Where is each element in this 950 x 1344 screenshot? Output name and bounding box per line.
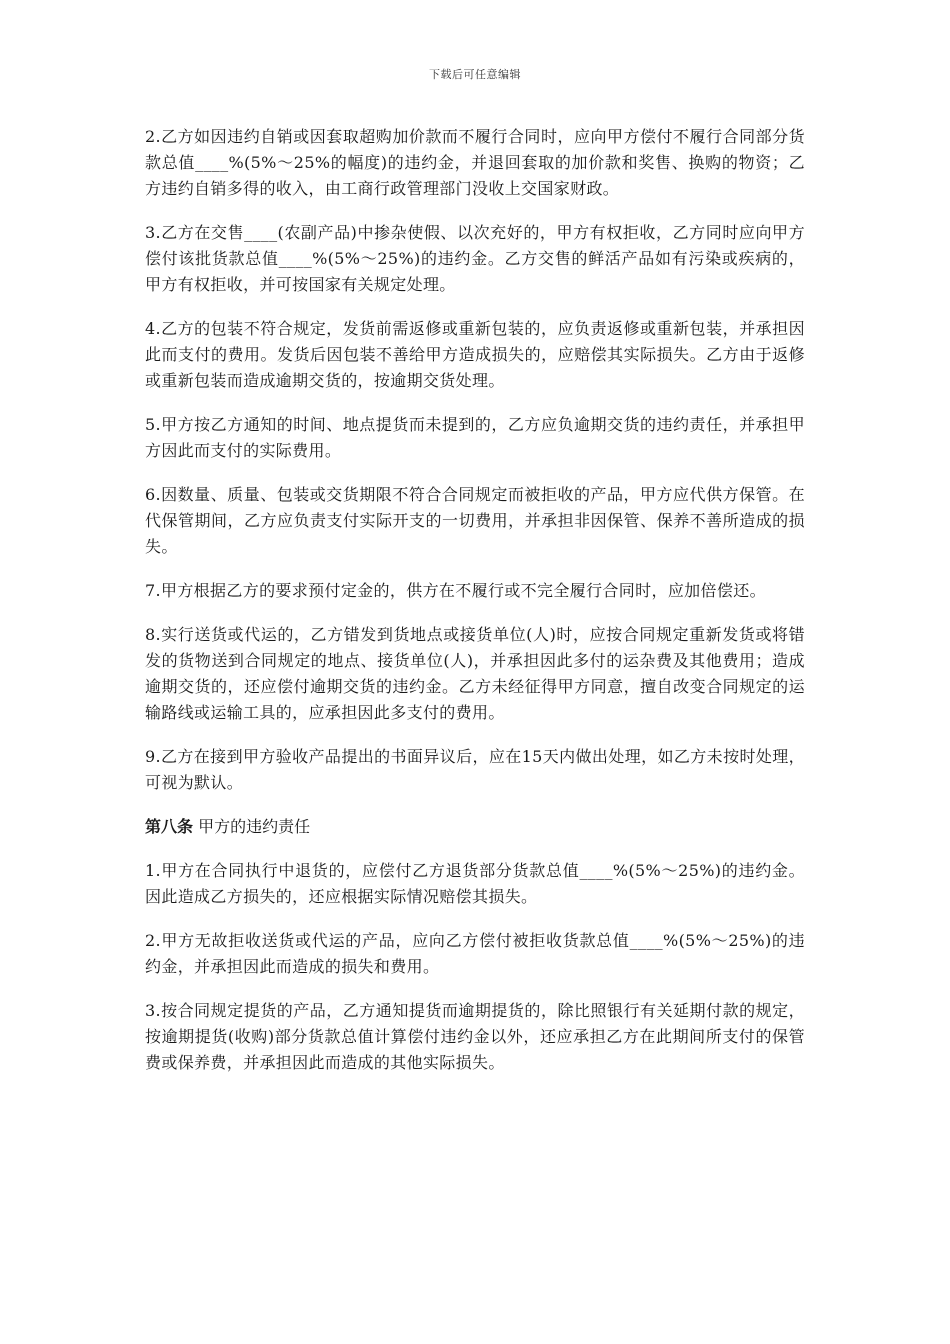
clause-paragraph: 4.乙方的包装不符合规定，发货前需返修或重新包装的，应负责返修或重新包装，并承担因此而支付的费用。发货后因包装不善给甲方造成损失的，应赔偿其实际损失。乙方由于返修或重新包装而造成逾期交货的，按逾期交货处理。 [145, 319, 805, 390]
clause-paragraph: 8.实行送货或代运的，乙方错发到货地点或接货单位(人)时，应按合同规定重新发货或将错发的货物送到合同规定的地点、接货单位(人)，并承担因此多付的运杂费及其他费用；造成逾期交货的，还应偿付逾期交货的违约金。乙方未经征得甲方同意，擅自改变合同规定的运输路线或运输工具的，应承担因此多支付的费用。 [145, 625, 805, 722]
page-header: 下载后可任意编辑 [429, 68, 521, 81]
clause-paragraph: 2.乙方如因违约自销或因套取超购加价款而不履行合同时，应向甲方偿付不履行合同部分货款总值____%(5%～25%的幅度)的违约金，并退回套取的加价款和奖售、换购的物资；乙方违约自销多得的收入，由工商行政管理部门没收上交国家财政。 [145, 127, 805, 198]
clause-paragraph: 1.甲方在合同执行中退货的，应偿付乙方退货部分货款总值____%(5%～25%)的违约金。因此造成乙方损失的，还应根据实际情况赔偿其损失。 [145, 861, 805, 906]
section-title: 甲方的违约责任 [198, 817, 311, 836]
clause-paragraph: 3.乙方在交售____(农副产品)中掺杂使假、以次充好的，甲方有权拒收，乙方同时应向甲方偿付该批货款总值____%(5%～25%)的违约金。乙方交售的鲜活产品如有污染或疾病的，甲方有权拒收，并可按国家有关规定处理。 [145, 223, 805, 294]
clause-paragraph: 2.甲方无故拒收送货或代运的产品，应向乙方偿付被拒收货款总值____%(5%～25%)的违约金，并承担因此而造成的损失和费用。 [145, 931, 805, 976]
clause-paragraph: 3.按合同规定提货的产品，乙方通知提货而逾期提货的，除比照银行有关延期付款的规定，按逾期提货(收购)部分货款总值计算偿付违约金以外，还应承担乙方在此期间所支付的保管费或保养费，并承担因此而造成的其他实际损失。 [145, 1001, 805, 1072]
document-body [145, 124, 805, 1094]
clause-paragraph: 5.甲方按乙方通知的时间、地点提货而未提到的，乙方应负逾期交货的违约责任，并承担甲方因此而支付的实际费用。 [145, 415, 805, 460]
clause-paragraph: 6.因数量、质量、包装或交货期限不符合合同规定而被拒收的产品，甲方应代供方保管。在代保管期间，乙方应负责支付实际开支的一切费用，并承担非因保管、保养不善所造成的损失。 [145, 485, 805, 556]
section-heading [145, 814, 805, 840]
clause-paragraph: 9.乙方在接到甲方验收产品提出的书面异议后，应在15天内做出处理，如乙方未按时处理，可视为默认。 [145, 747, 805, 792]
section-number: 第八条 [145, 817, 194, 836]
clause-paragraph: 7.甲方根据乙方的要求预付定金的，供方在不履行或不完全履行合同时，应加倍偿还。 [145, 581, 766, 600]
